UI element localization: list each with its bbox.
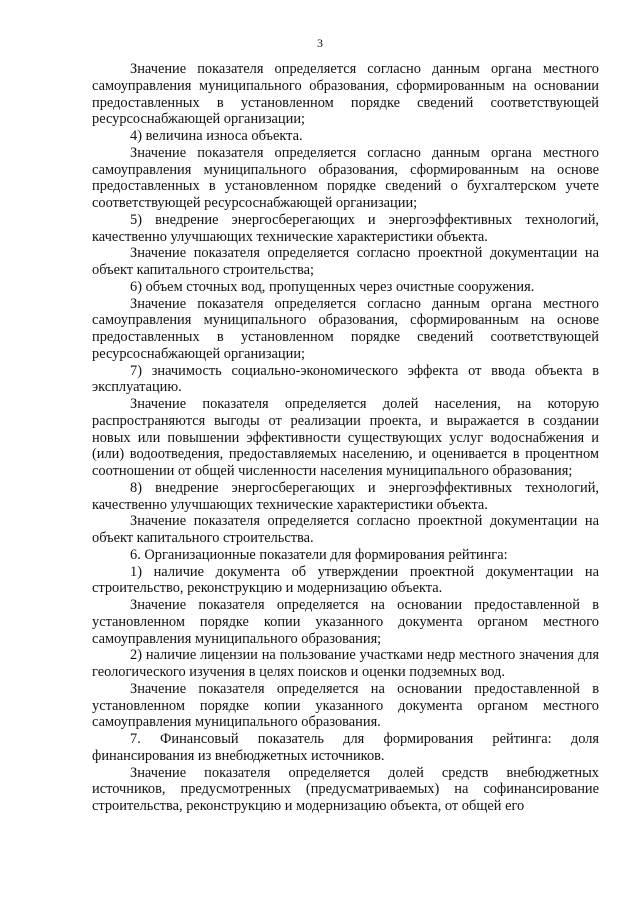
page-number: 3	[317, 36, 323, 50]
paragraph: Значение показателя определяется на основании предоставленной в установленном порядке копии указанного документа органом местного самоуправления муниципального образования.	[92, 680, 599, 731]
paragraph: 6) объем сточных вод, пропущенных через очистные сооружения.	[130, 278, 535, 295]
paragraph: 4) величина износа объекта.	[130, 128, 303, 144]
paragraph: 6. Организационные показатели для формирования рейтинга:	[130, 546, 508, 563]
paragraph: Значение показателя определяется согласно данным органа местного самоуправления муниципального образования, сформированным на основе предоставленных в установленном порядке сведений соответствующей ресурсоснабжающей организации;	[92, 295, 599, 362]
paragraph: 2) наличие лицензии на пользование участками недр местного значения для геологического изучения в целях поисков и оценки подземных вод.	[92, 647, 599, 680]
paragraph: 1) наличие документа об утверждении проектной документации на строительство, реконструкцию и модернизацию объекта.	[92, 563, 599, 597]
paragraph: Значение показателя определяется согласно данным органа местного самоуправления муниципального образования, сформированным на основании предоставленных в установленном порядке сведений соответствующей ресурсоснабжающей организации;	[92, 61, 599, 128]
paragraph: 7. Финансовый показатель для формирования рейтинга: доля финансирования из внебюджетных источников.	[92, 731, 599, 764]
paragraph: Значение показателя определяется согласно данным органа местного самоуправления муниципального образования, сформированным на основе предоставленных в установленном порядке сведений о бухгалтерском учете соответствующей ресурсоснабжающей организации;	[92, 144, 599, 211]
paragraph: Значение показателя определяется согласно проектной документации на объект капитального строительства.	[92, 513, 599, 546]
paragraph: 7) значимость социально-экономического эффекта от ввода объекта в эксплуатацию.	[92, 362, 599, 396]
paragraph: Значение показателя определяется на основании предоставленной в установленном порядке копии указанного документа органом местного самоуправления муниципального образования;	[92, 597, 599, 647]
paragraph: 5) внедрение энергосберегающих и энергоэффективных технологий, качественно улучшающих технические характеристики объекта.	[92, 211, 599, 245]
paragraph: 8) внедрение энергосберегающих и энергоэффективных технологий, качественно улучшающих технические характеристики объекта.	[92, 479, 599, 513]
paragraph: Значение показателя определяется долей населения, на которую распространяются выгоды от реализации проекта, и выражается в создании новых или повышении эффективности существующих услуг водоснабжения и (или) водоотведения, предоставляемых населению, и оценивается в процентном соотношении от общей численности населения муниципального образования;	[92, 396, 599, 479]
paragraph: Значение показателя определяется согласно проектной документации на объект капитального строительства;	[92, 245, 599, 278]
document-body	[92, 61, 599, 815]
paragraph: Значение показателя определяется долей средств внебюджетных источников, предусмотренных (предусматриваемых) на софинансирование строительства, реконструкцию и модернизацию объекта, от общей его	[92, 764, 599, 814]
